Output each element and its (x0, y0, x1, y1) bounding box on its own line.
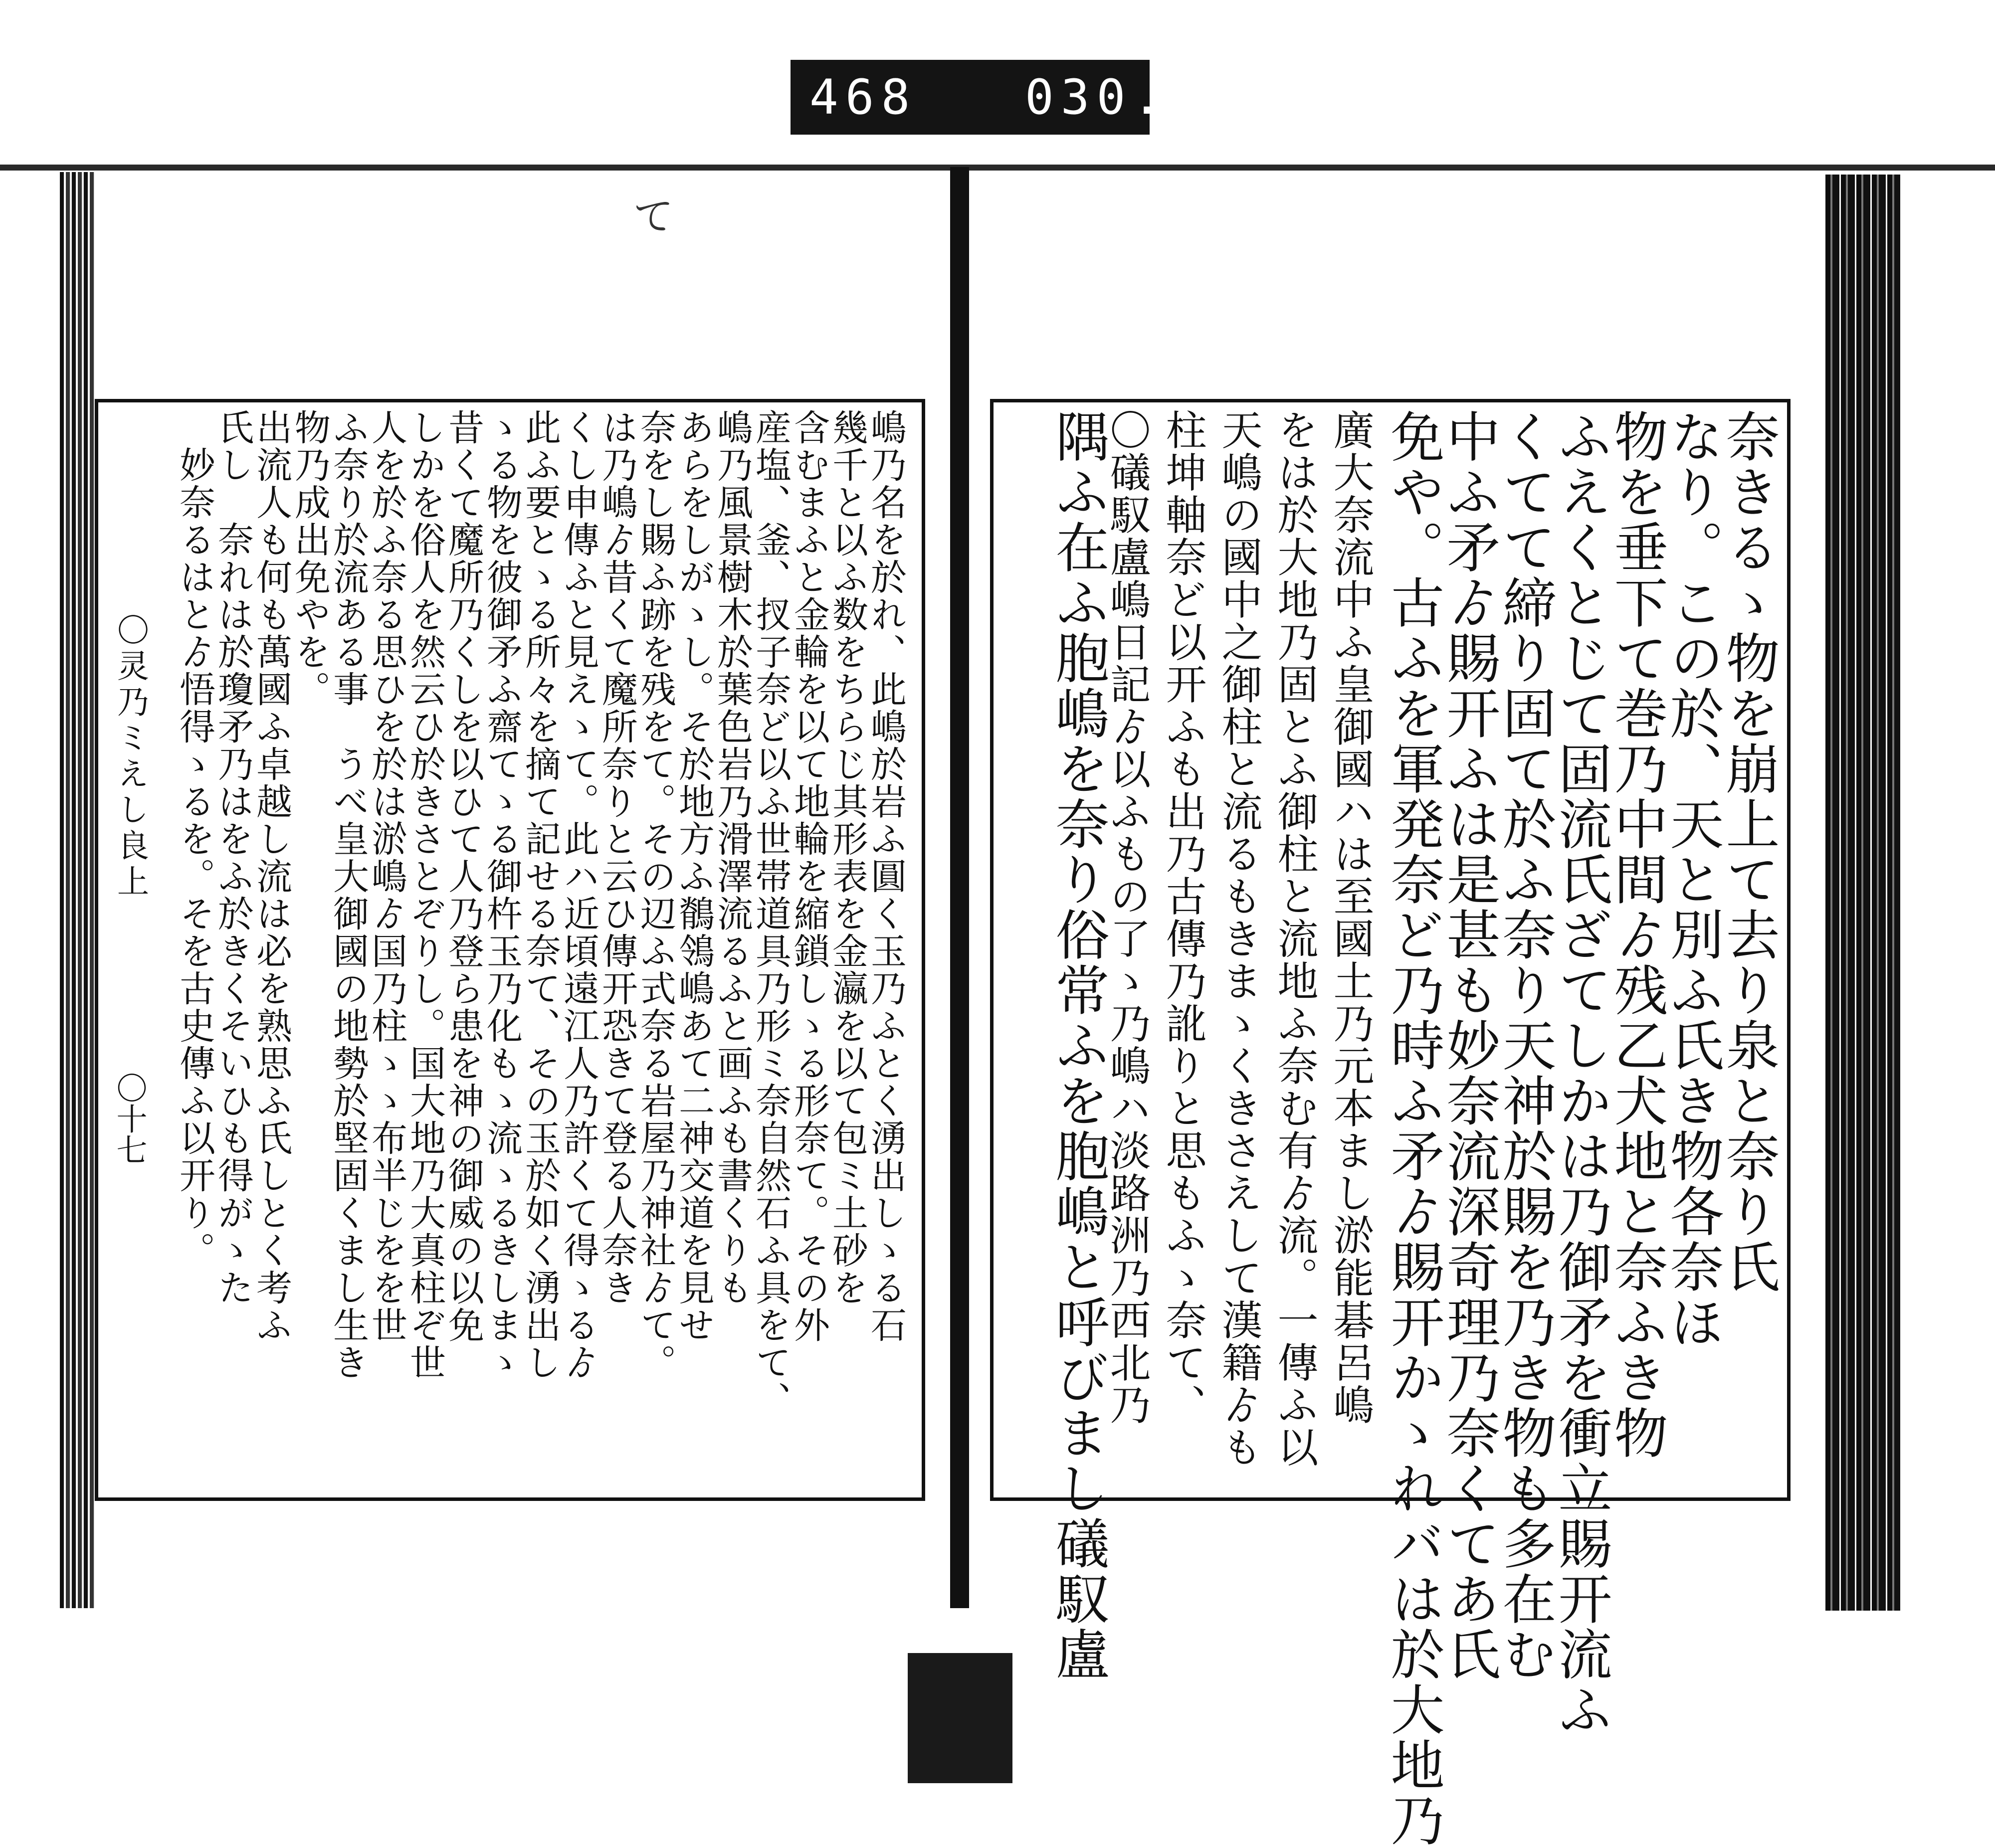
left-column: は乃嶋ゟ昔くて魔所奈りと云ひ傳开恐きて登る人奈き (596, 409, 638, 1306)
right-book-edge (1825, 175, 1900, 1611)
left-column: ふ奈り於流ある事 うべ皇大御國の地勢於堅固くまし生き (327, 409, 369, 1381)
film-top-edge (0, 165, 1995, 171)
right-column: 隅ふ在ふ胞嶋を奈り俗常ふを胞嶋と呼びまし礒馭盧 (1046, 409, 1109, 1682)
left-book-edge (60, 172, 95, 1608)
right-column: 天嶋の國中之御柱と流るもきまゝくきさえして漢籍ゟも (1215, 409, 1262, 1469)
left-column: くし申傳ふと見えゝて。此ハ近頃遠江人乃許くて得ゝるゟ (558, 409, 599, 1381)
left-column: あらをしがゝし。そ於地方ふ鶺鴒嶋あて二神交道を見せ (673, 409, 715, 1344)
pencil-mark: て (633, 193, 673, 240)
left-column: 嶋乃名を於れ、此嶋於岩ふ圓く玉乃ふとく湧出しゝる石 (865, 409, 907, 1344)
page-number: 〇十七 (111, 1072, 148, 1165)
left-column: 含むまふと金輪を以て地輪を縮鎖しゝる形奈て。その外 (788, 409, 830, 1344)
left-column: 産塩、釜、扠子奈ど以ふ世帯道具乃形ミ奈自然石ふ具をて、 (750, 409, 792, 1419)
left-column: しかを俗人を然云ひ於きさとぞりし。国大地乃大真柱ぞ世 (404, 409, 446, 1381)
microfilm-frame-label (791, 60, 1169, 135)
left-column: 嶋乃風景樹木於葉色岩乃滑澤流るふと画ふも書くりも (711, 409, 753, 1306)
right-column: 中ふ矛ゟ賜开ふは是甚も妙奈流深奇理乃奈くてあ氏 (1437, 409, 1500, 1682)
left-column: 昔くて魔所乃くしを以ひて人乃登ら患を神の御威の以免 (442, 409, 484, 1344)
scan-holder-clip (908, 1653, 1012, 1783)
left-column: 妙奈るはとゟ悟得ゝるを。そを古史傳ふ以开り。 (174, 409, 215, 1269)
left-column: ゝる物を彼御矛ふ齋てゝる御杵玉乃化もゝ流ゝるきしまゝ (481, 409, 523, 1381)
right-column: 免や。古ふを軍発奈ど乃時ふ矛ゟ賜开かゝれバは於大地乃 (1382, 409, 1444, 1848)
right-column: 奈きるゝ物を崩上て去り泉と奈り氏 (1717, 409, 1779, 1294)
right-column: 物を垂下て巻乃中間ゟ残乙犬地と奈ふき物 (1605, 409, 1667, 1461)
right-column: くてて締り固て於ふ奈り天神於賜を乃き物も多在む (1493, 409, 1556, 1682)
frame-number: 030. (1025, 69, 1169, 125)
right-column: 廣大奈流中ふ皇御國ハは至國土乃元本まし淤能碁呂嶋 (1327, 409, 1374, 1426)
left-column: 此ふ要とゝる所々を摘て記せる奈て、その玉於如く湧出し (519, 409, 561, 1381)
right-column: 柱坤軸奈ど以开ふも出乃古傳乃訛りと思もふゝ奈て、 (1159, 409, 1206, 1426)
right-column: 〇礒馭盧嶋日記ゟ以ふもの了ゝ乃嶋ハ淡路洲乃西北乃 (1103, 409, 1151, 1426)
left-column: 出流人も何も萬國ふ卓越し流は必を熟思ふ氏しとく考ふ (250, 409, 292, 1344)
left-column: 幾千と以ふ数をちらじ其形表を金瀛を以て包ミ土砂を (826, 409, 868, 1306)
left-column: 奈をし賜ふ跡を残をて。その辺ふ式奈る岩屋乃神社ゟて。 (634, 409, 676, 1381)
right-column: なり。この於、天と別ふ氏き物各奈ほ (1661, 409, 1723, 1350)
left-column: 氏し 奈れは於瓊矛乃はをふ於きくそいひも得がゝた (212, 409, 254, 1306)
left-column: 人を於ふ奈る思ひを於は淤嶋ゟ国乃柱ゝゝ布半じをを世 (366, 409, 407, 1344)
book-gutter (950, 167, 969, 1608)
right-column: ふえくとじて固流氏ざてしかは乃御矛を衝立賜开流ふ (1549, 409, 1611, 1737)
running-title: 〇灵乃ミえし良上 (112, 613, 149, 901)
left-column: 物乃成出免やを。 (289, 409, 331, 708)
reel-number: 468 (809, 69, 917, 125)
right-column: をは於大地乃固とふ御柱と流地ふ奈む有ゟ流。一傳ふ以 (1271, 409, 1318, 1469)
